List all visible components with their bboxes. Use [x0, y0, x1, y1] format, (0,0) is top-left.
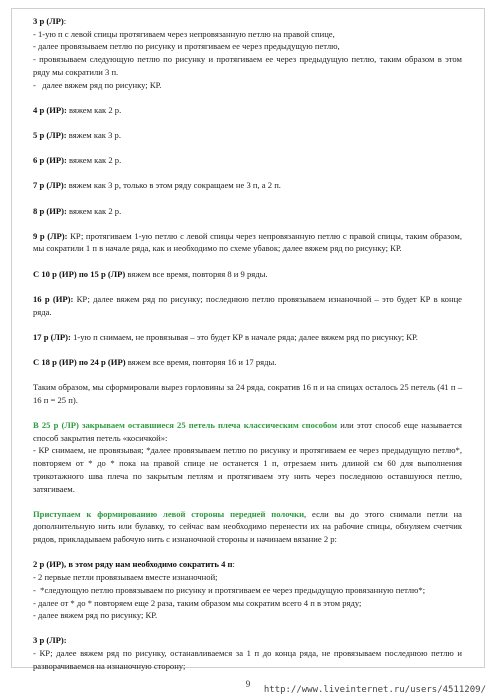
source-url[interactable]: http://www.liveinternet.ru/users/4511209/	[263, 685, 486, 695]
row-7: 7 р (ЛР): вяжем как 3 р, только в этом ряду сокращаем не 3 п, а 2 п.	[33, 180, 281, 191]
row-4: 4 р (ИР): вяжем как 2 р.	[33, 104, 122, 115]
row-17: 17 р (ЛР): 1-ую п снимаем, не провязывая – это будет КР в начале ряда; далее вяжем ряд по рисунку; КР.	[33, 331, 418, 342]
left-row-2-step-3: - далее от * до * повторяем еще 2 раза, таким образом мы сократим всего 4 п в этом ряду;	[33, 597, 362, 608]
row-6: 6 р (ИР): вяжем как 2 р.	[33, 155, 122, 166]
left-row-2-heading: 2 р (ИР), в этом ряду нам необходимо сократить 4 п:	[33, 559, 235, 570]
row-3-step-1: - 1-ую п с левой спицы протягиваем через непровязанную петлю на правой спице,	[33, 28, 335, 39]
left-row-2-step-2: - *следующую петлю провязываем по рисунку и протягиваем ее через предыдущую провязанную петлю*;	[33, 584, 426, 595]
rows-18-24: С 18 р (ИР) по 24 р (ИР) вяжем все время, повторяя 16 и 17 ряды.	[33, 356, 277, 367]
left-side-intro: Приступаем к формированию левой стороны передней полочки, если вы до этого снимали петли на дополнительную нить или булавку, то сейчас вам необходимо перенести их на рабочие спицы, обнуляем счетчик рядов, прикладываем рабочую нить с изнаночной стороны и начинаем вязание 2 р:	[33, 508, 462, 545]
summary-paragraph: Таким образом, мы сформировали вырез горловины за 24 ряда, сократив 16 п и на спицах осталось 25 петель (41 п – 16 п = 25 п).	[33, 382, 462, 405]
row-3-step-4: - далее вяжем ряд по рисунку; КР.	[33, 79, 162, 90]
row-3-step-3: - провязываем следующую петлю по рисунку и протягиваем ее через предыдущую петлю, таким образом в этом ряду мы сократили 3 п.	[33, 54, 462, 77]
row-25-instructions: - КР снимаем, не провязывая; *далее провязываем петлю по рисунку и протягиваем ее через предыдущую петлю*, повторяем от * до * пока на правой спице не останется 1 п, отрезаем нить длиной см 60 для выполнения трикотажного шва плеча по закрытым петлям и протягиваем эту нить через последнюю оставшуюся петлю, затягиваем.	[33, 445, 462, 494]
left-row-2-step-1: - 2 первые петли провязываем вместе изнаночной;	[33, 572, 218, 583]
left-row-2-step-4: - далее вяжем ряд по рисунку; КР.	[33, 610, 158, 621]
rows-10-15: С 10 р (ИР) по 15 р (ЛР) вяжем все время, повторяя 8 и 9 ряды.	[33, 268, 268, 279]
row-8: 8 р (ИР): вяжем как 2 р.	[33, 205, 122, 216]
row-25-heading: В 25 р (ЛР) закрываем оставшиеся 25 петель плеча классическим способом или этот способ еще называется способ закрытия петель «косичкой»:	[33, 420, 462, 443]
left-row-3-heading: 3 р (ЛР):	[33, 635, 67, 646]
row-16: 16 р (ИР): КР; далее вяжем ряд по рисунку; последнюю петлю провязываем изнаночной – это будет КР в конце ряда.	[33, 293, 462, 317]
document-page	[11, 8, 485, 671]
row-3-heading: 3 р (ЛР):	[33, 16, 67, 26]
row-5: 5 р (ЛР): вяжем как 3 р.	[33, 129, 121, 140]
row-3-step-2: - далее провязываем петлю по рисунку и протягиваем ее через предыдущую петлю,	[33, 41, 340, 52]
row-9: 9 р (ЛР): КР; протягиваем 1-ую петлю с левой спицы через непровязанную петлю с правой спицы, таким образом, мы сократили 1 п в начале ряда, как и необходимо по схеме убавок; далее вяжем ряд по рисунку; КР.	[33, 230, 462, 254]
page-number: 9	[245, 679, 251, 689]
left-row-3-step-1: - КР; далее вяжем ряд по рисунку, останавливаемся за 1 п до конца ряда, не провязываем последнюю петлю и разворачиваемся на изнаночную сторону;	[33, 648, 462, 671]
